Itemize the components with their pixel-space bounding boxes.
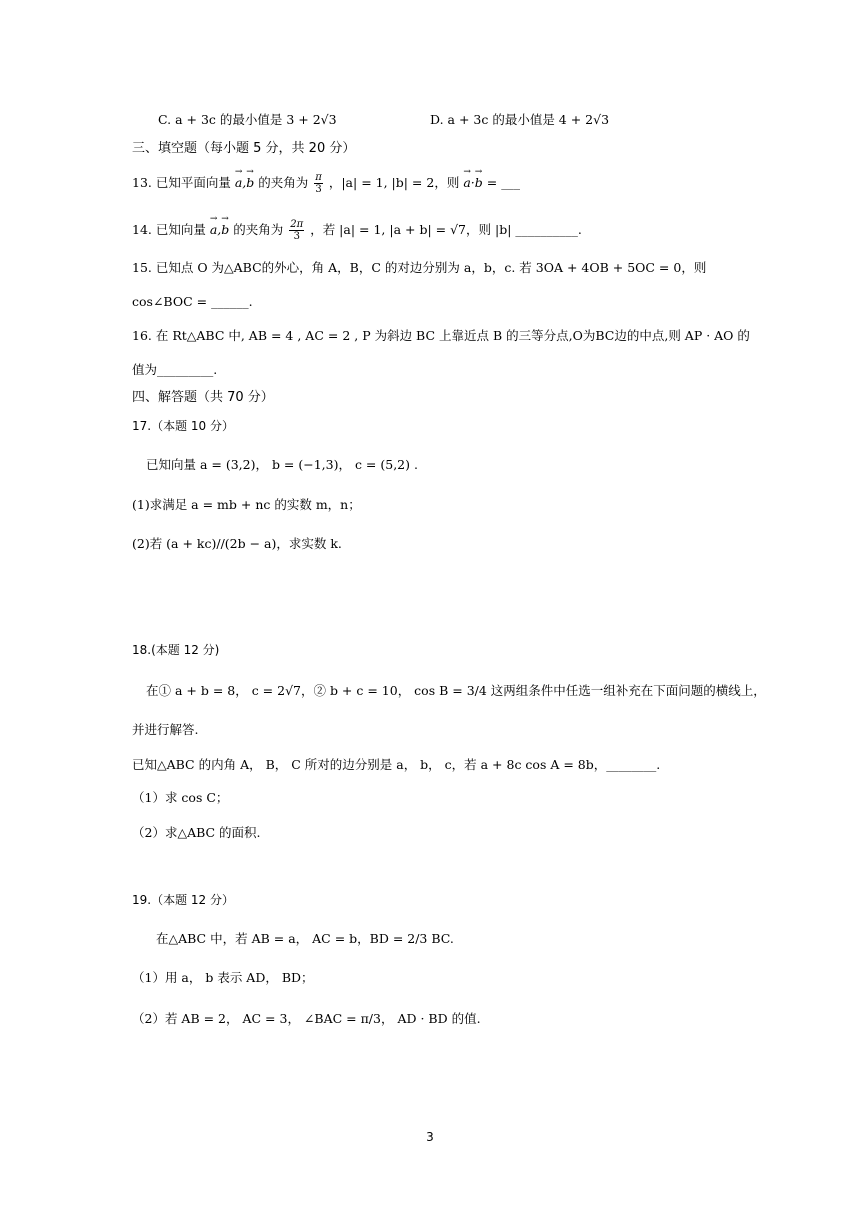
q13-vectors: → a,→ b bbox=[235, 175, 254, 190]
q13-angle-text: 的夹角为 bbox=[258, 175, 309, 190]
page-number: 3 bbox=[426, 1130, 434, 1144]
question-19-given: 在△ABC 中，若 AB = a， AC = b，BD = 2/3 BC. bbox=[156, 931, 454, 946]
q13-angle-fraction: $\frac{\pi}{3}$ bbox=[315, 172, 322, 195]
question-14 bbox=[132, 219, 582, 242]
question-13 bbox=[132, 172, 520, 195]
question-17-part-2: (2)若 (a + kc)//(2b − a)，求实数 k. bbox=[132, 536, 342, 551]
question-18-line-3: 已知△ABC 的内角 A， B， C 所对的边分别是 a， b， c，若 a + 8c cos A = 8b，________. bbox=[132, 757, 661, 772]
q14-prefix: 14. 已知向量 bbox=[132, 222, 206, 237]
q14-answer-blank: __________. bbox=[515, 222, 582, 237]
option-c: C. a + 3c 的最小值是 3 + 2√3 bbox=[158, 112, 337, 127]
question-19-part-1: （1）用 a， b 表示 AD， BD； bbox=[132, 970, 314, 985]
question-18-part-2: （2）求△ABC 的面积. bbox=[132, 825, 261, 840]
section-solutions-heading: 四、解答题（共 70 分） bbox=[132, 390, 274, 405]
q14-angle-text: 的夹角为 bbox=[233, 222, 284, 237]
question-17-given: 已知向量 a = (3,2)， b = (−1,3)， c = (5,2) . bbox=[146, 457, 418, 472]
option-d: D. a + 3c 的最小值是 4 + 2√3 bbox=[430, 112, 610, 127]
section-fill-in-heading: 三、填空题（每小题 5 分，共 20 分） bbox=[132, 141, 356, 156]
question-19-title: 19.（本题 12 分） bbox=[132, 893, 234, 907]
question-18-part-1: （1）求 cos C； bbox=[132, 790, 229, 805]
question-18-line-1: 在① a + b = 8， c = 2√7，② b + c = 10， cos B = 3/4 这两组条件中任选一组补充在下面问题的横线上， bbox=[146, 683, 766, 698]
question-18-line-2: 并进行解答. bbox=[132, 722, 199, 737]
question-18-title: 18.(本题 12 分) bbox=[132, 643, 220, 657]
q14-vectors: → a,→ b bbox=[210, 222, 229, 237]
q14-angle-fraction: $\frac{2\pi}{3}$ bbox=[290, 219, 304, 242]
q14-condition: ，若 |a| = 1, |a + b| = √7，则 |b| bbox=[310, 222, 512, 237]
question-19-part-2: （2）若 AB = 2， AC = 3， ∠BAC = π/3， AD · BD 的值. bbox=[132, 1011, 481, 1026]
question-15-line-1: 15. 已知点 O 为△ABC的外心，角 A，B，C 的对边分别为 a，b，c. 若 3OA + 4OB + 5OC = 0，则 bbox=[132, 260, 707, 275]
q13-condition: ，|a| = 1, |b| = 2，则 bbox=[328, 175, 460, 190]
q13-dot-product: → a·→ b bbox=[463, 175, 482, 190]
question-17-part-1: (1)求满足 a = mb + nc 的实数 m，n； bbox=[132, 497, 361, 512]
q13-answer-blank: = ___ bbox=[486, 175, 520, 190]
question-16-line-2: 值为_________. bbox=[132, 362, 218, 377]
q13-prefix: 13. 已知平面向量 bbox=[132, 175, 231, 190]
question-16-line-1: 16. 在 Rt△ABC 中, AB = 4 , AC = 2 , P 为斜边 BC 上靠近点 B 的三等分点,O为BC边的中点,则 AP · AO 的 bbox=[132, 328, 750, 343]
question-15-line-2: cos∠BOC = ______. bbox=[132, 294, 253, 309]
question-17-title: 17.（本题 10 分） bbox=[132, 419, 234, 433]
